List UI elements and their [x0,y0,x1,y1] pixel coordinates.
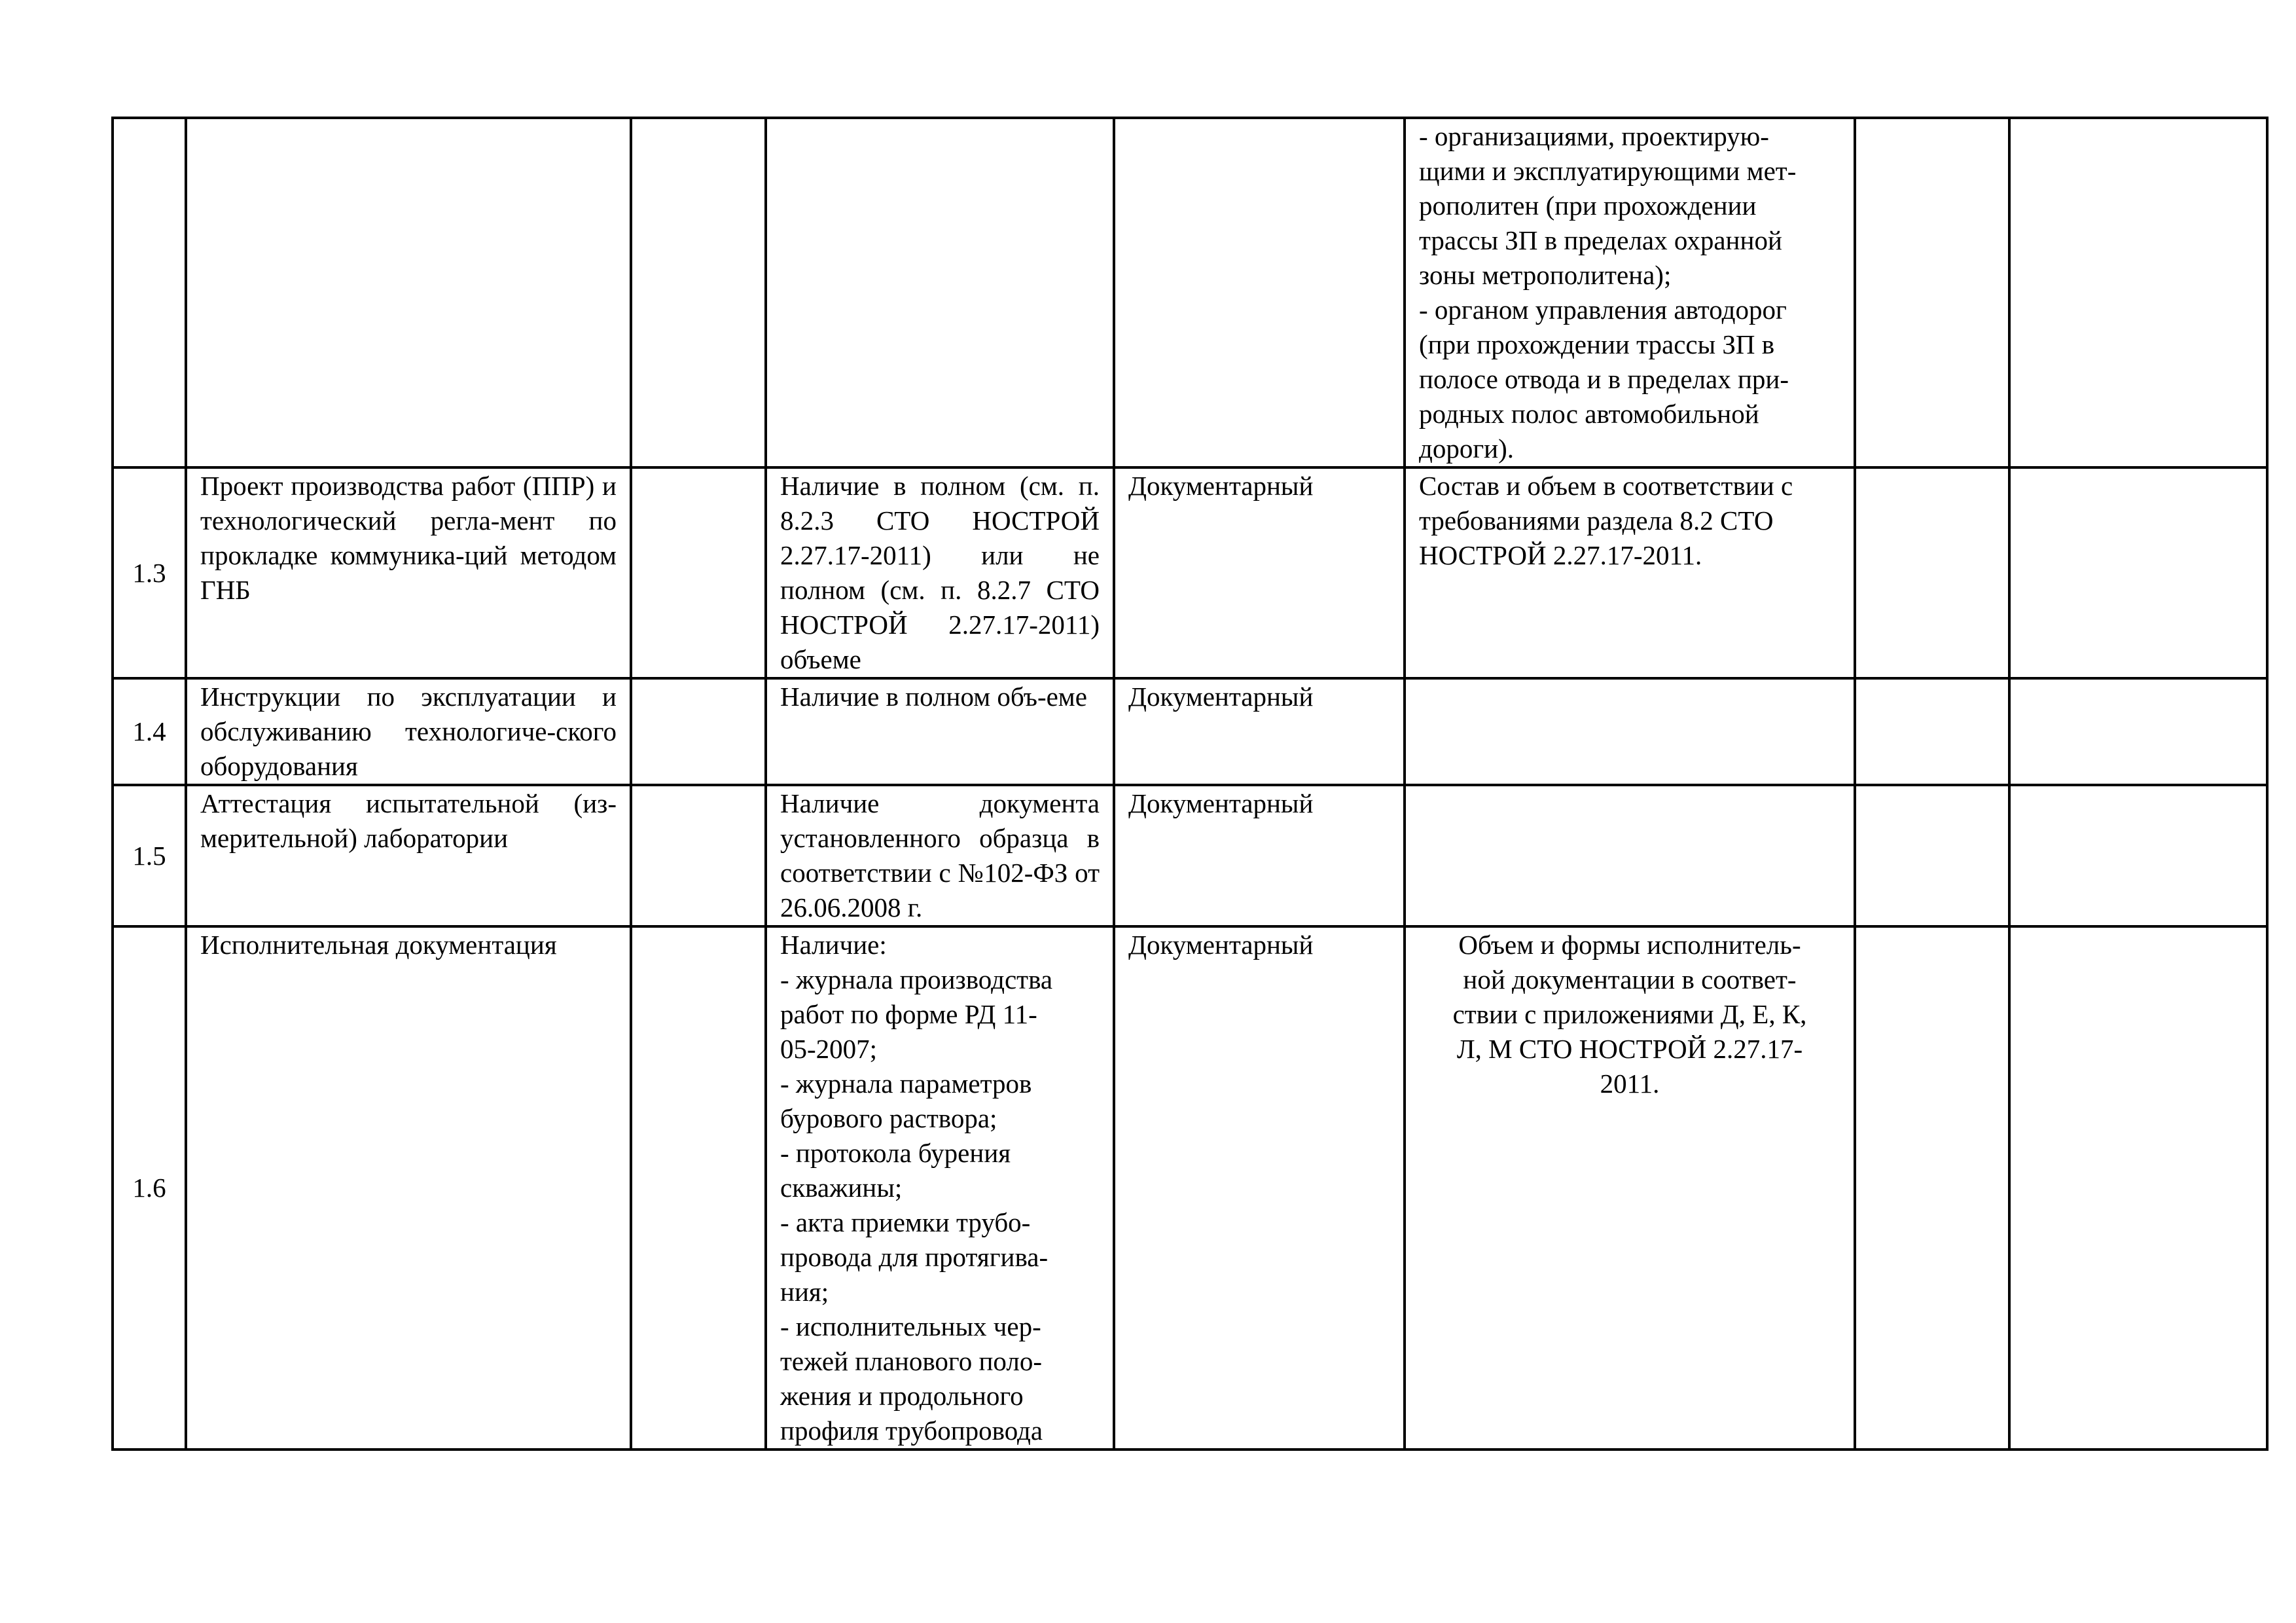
item-name: Проект производства работ (ППР) и технологический регла-мент по прокладке коммуника-ций методом ГНБ [186,467,631,678]
table-row [113,467,2267,678]
note-text: Состав и объем в соответствии с требованиями раздела 8.2 СТО НОСТРОЙ 2.27.17-2011. [1405,467,1855,678]
empty-cell [631,467,766,678]
requirement-text: Наличие: - журнала производства работ по форме РД 11- 05-2007; - журнала параметров бурового раствора; - протокола бурения скважины; - акта приемки трубо- провода для протягива- ния; - исполнительных чер- тежей планового поло- жения и продольного профиля трубопровода [766,926,1114,1450]
control-method: Документарный [1114,785,1405,926]
empty-cell [2009,785,2267,926]
empty-cell [1855,785,2009,926]
empty-cell [2009,926,2267,1450]
row-number: 1.3 [113,467,186,678]
empty-cell [631,785,766,926]
row-number: 1.4 [113,678,186,785]
empty-cell [631,678,766,785]
item-name: Инструкции по эксплуатации и обслуживанию технологиче-ского оборудования [186,678,631,785]
requirement-text: Наличие документа установленного образца в соответствии с №102-ФЗ от 26.06.2008 г. [766,785,1114,926]
control-method: Документарный [1114,926,1405,1450]
empty-cell [631,926,766,1450]
control-method [1114,118,1405,467]
table-row [113,926,2267,1450]
control-method: Документарный [1114,678,1405,785]
inspection-table [111,117,2269,1451]
note-text [1405,785,1855,926]
item-name [186,118,631,467]
item-name: Исполнительная документация [186,926,631,1450]
row-number: 1.5 [113,785,186,926]
requirement-text: Наличие в полном объ-еме [766,678,1114,785]
note-text: - организациями, проектирую- щими и эксплуатирующими мет- рополитен (при прохождении трассы ЗП в пределах охранной зоны метрополитена); - органом управления автодорог (при прохождении трассы ЗП в полосе отвода и в пределах при- родных полос автомобильной дороги). [1405,118,1855,467]
requirement-text [766,118,1114,467]
empty-cell [2009,467,2267,678]
empty-cell [1855,118,2009,467]
note-text: Объем и формы исполнитель- ной документации в соответ- ствии с приложениями Д, Е, К, Л, М СТО НОСТРОЙ 2.27.17- 2011. [1405,926,1855,1450]
table-row [113,678,2267,785]
empty-cell [1855,926,2009,1450]
item-name: Аттестация испытательной (из-мерительной) лаборатории [186,785,631,926]
empty-cell [1855,678,2009,785]
requirement-text: Наличие в полном (см. п. 8.2.3 СТО НОСТРОЙ 2.27.17-2011) или не полном (см. п. 8.2.7 СТО НОСТРОЙ 2.27.17-2011) объеме [766,467,1114,678]
row-number: 1.6 [113,926,186,1450]
table-row [113,118,2267,467]
table-row [113,785,2267,926]
empty-cell [631,118,766,467]
row-number [113,118,186,467]
empty-cell [2009,678,2267,785]
note-text [1405,678,1855,785]
empty-cell [2009,118,2267,467]
control-method: Документарный [1114,467,1405,678]
empty-cell [1855,467,2009,678]
